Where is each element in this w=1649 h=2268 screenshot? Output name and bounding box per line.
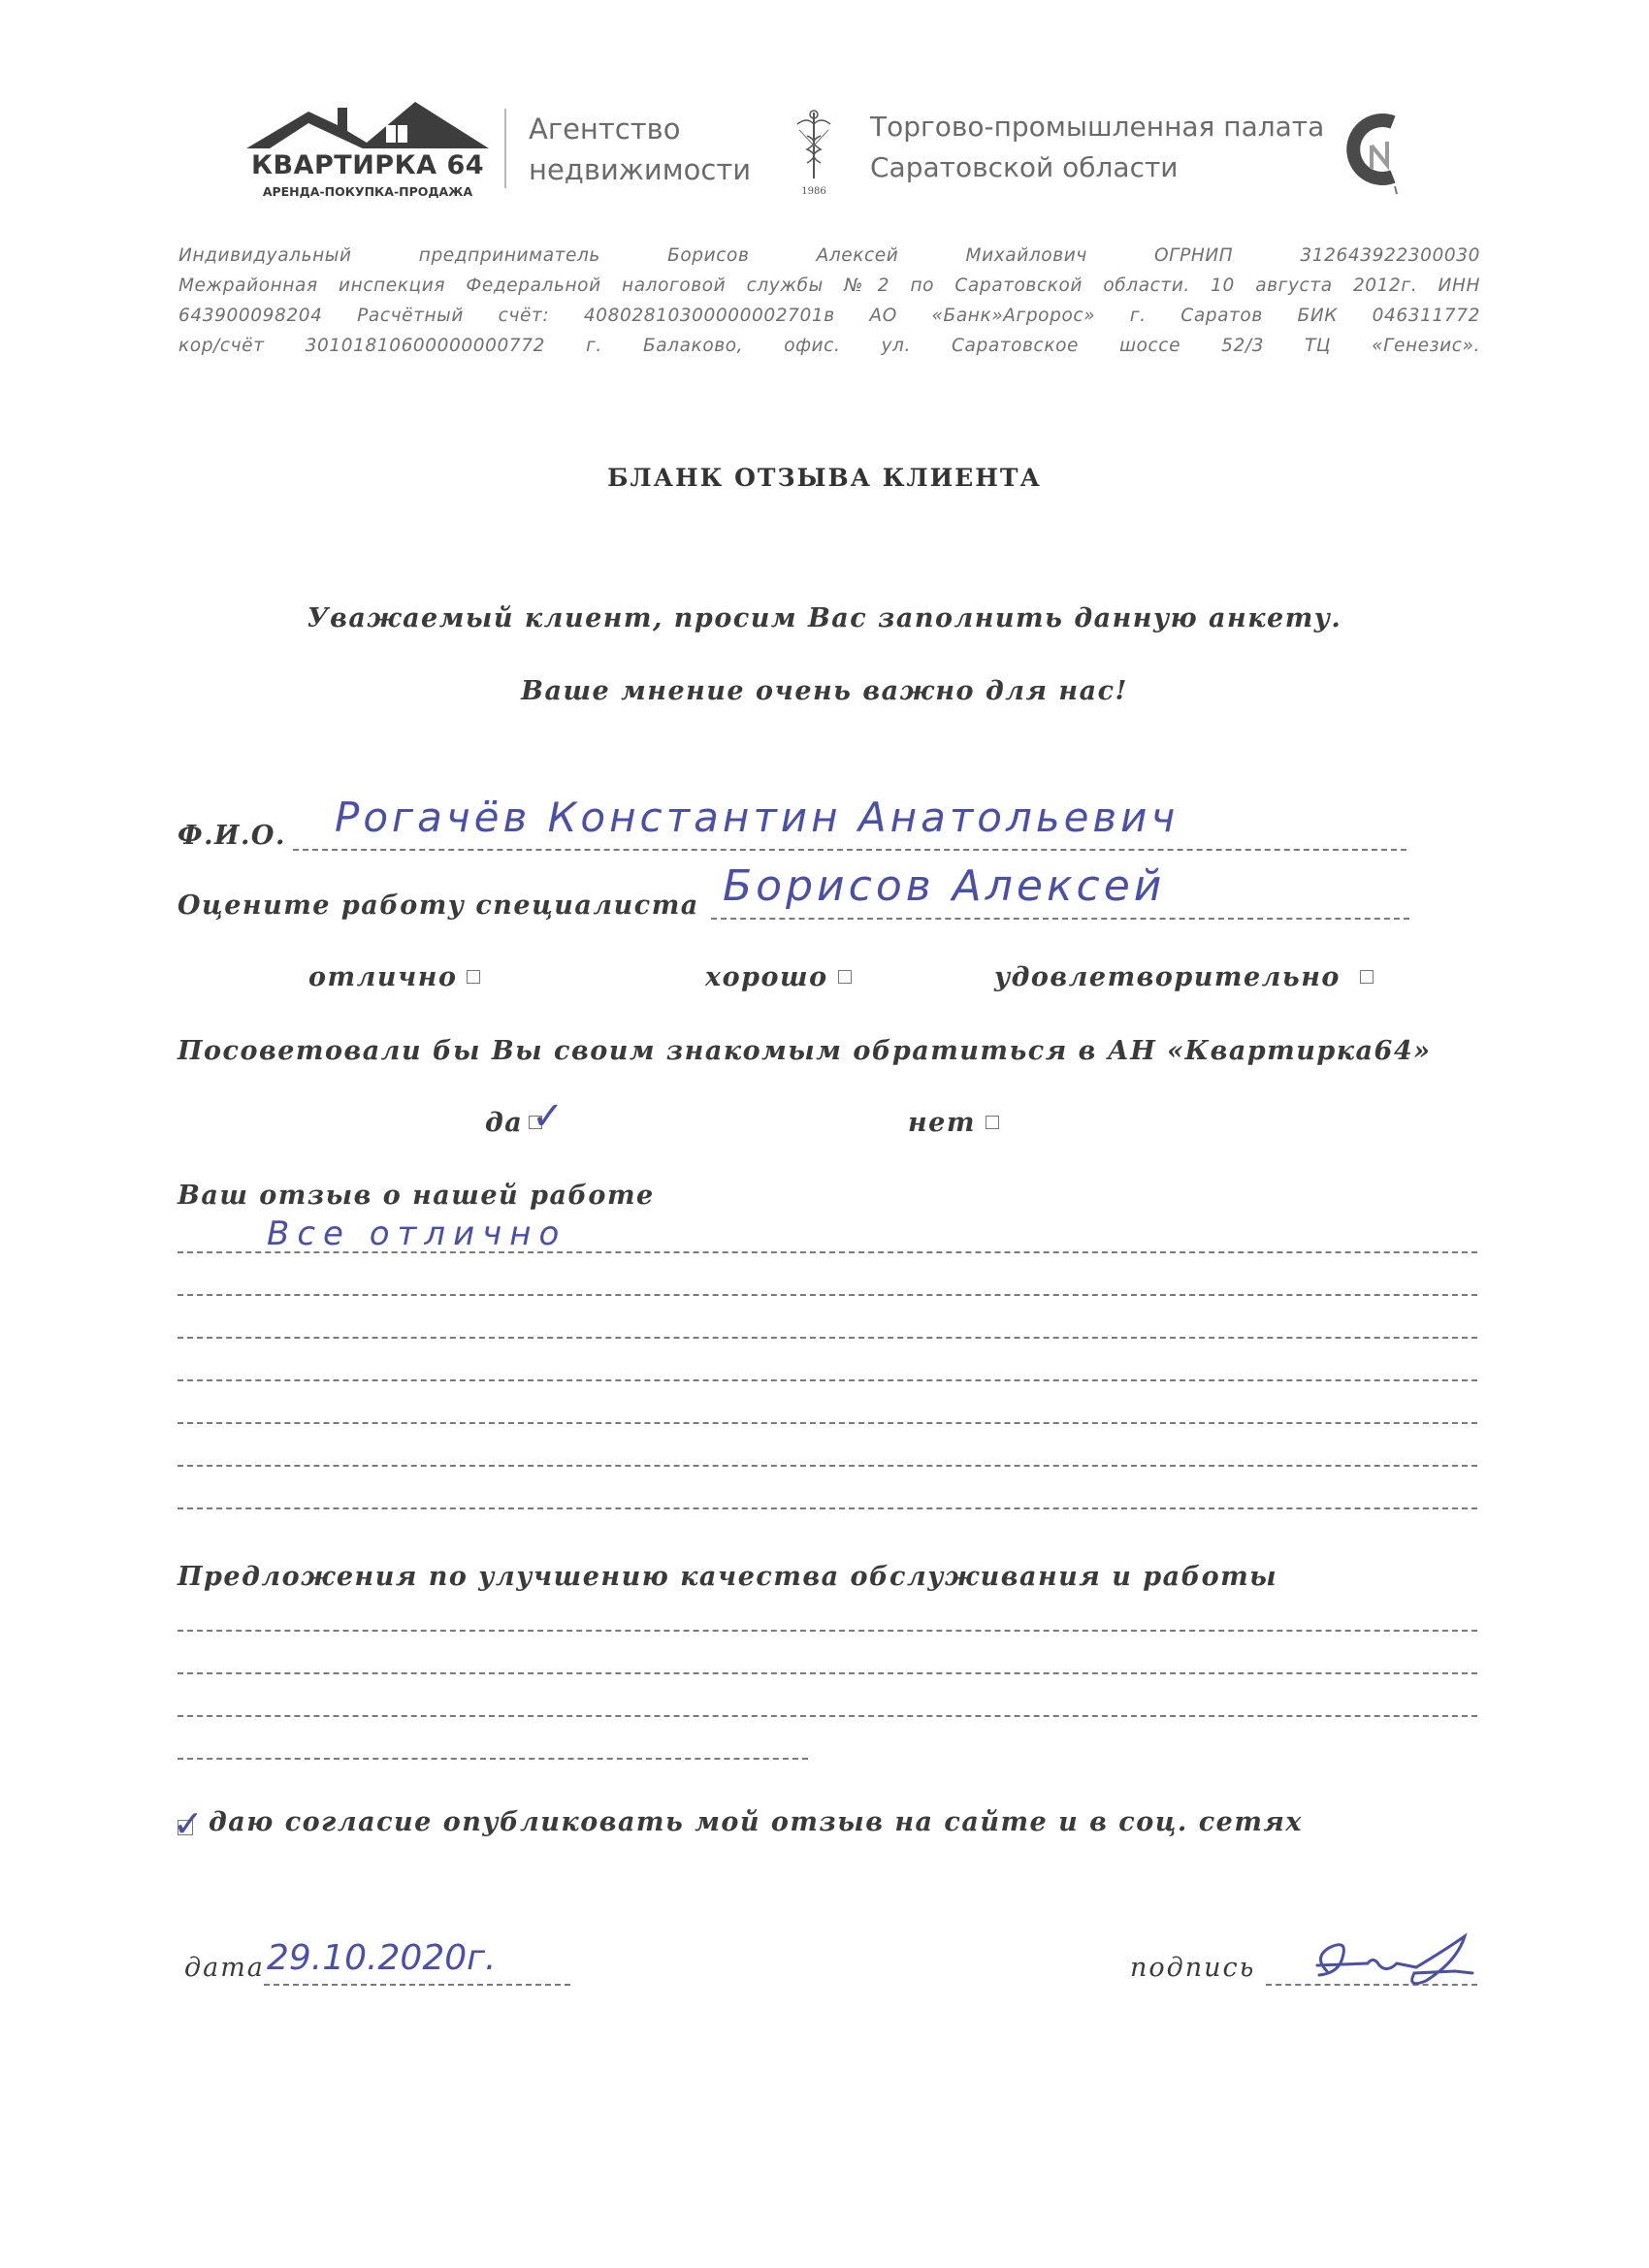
chamber-of-commerce-logo-icon [1339,109,1408,196]
recommend-no-label: нет [908,1108,976,1138]
review-line [178,1422,1477,1424]
rating-satisfactory-label: удовлетворительно [994,962,1341,992]
emblem-year: 1986 [801,186,826,197]
recommend-yes-label: да [485,1108,524,1138]
date-line [264,1984,570,1986]
intro-line-2: Ваше мнение очень важно для нас! [521,676,1128,706]
consent-check-icon: ✓ [173,1802,204,1845]
rating-satisfactory-checkbox[interactable] [1360,970,1374,984]
review-line [178,1379,1477,1381]
review-field[interactable]: Все отлично [267,1215,567,1253]
rating-good[interactable] [705,962,852,992]
legal-line: 643900098204 Расчётный счёт: 40802810300000002701в АО «Банк»Агророс» г. Саратов БИК 046311772 [178,306,1480,326]
recommend-no[interactable] [908,1108,999,1138]
review-line [178,1337,1477,1339]
chamber-title [870,107,1324,188]
review-line [178,1507,1477,1509]
intro-line-1: Уважаемый клиент, просим Вас заполнить данную анкету. [307,603,1342,633]
agency-line-2: недвижимости [529,153,752,186]
legal-line: Межрайонная инспекция Федеральной налоговой службы №2 по Саратовской области. 10 августа 2012г. ИНН [178,275,1480,296]
recommend-no-checkbox[interactable] [986,1116,999,1129]
agency-logo [241,92,495,207]
signature-label: подпись [1130,1953,1256,1983]
legal-line: кор/счёт 30101810600000000772 г. Балаково, офис. ул. Саратовское шоссе 52/3 ТЦ «Генезис». [178,336,1480,356]
rating-satisfactory[interactable] [994,962,1374,992]
agency-line-1: Агентство [529,113,681,146]
specialist-field[interactable]: Борисов Алексей [723,861,1166,911]
mercury-staff-icon [790,107,838,184]
review-label: Ваш отзыв о нашей работе [178,1181,655,1211]
recommend-yes-check-icon: ✓ [532,1094,565,1139]
suggestions-line [178,1715,1477,1717]
fio-line [293,849,1406,851]
chamber-emblem [790,107,838,202]
specialist-line [711,918,1409,920]
rating-excellent-label: отлично [308,962,458,992]
review-line [178,1251,1477,1253]
review-line [178,1465,1477,1467]
review-line [178,1294,1477,1296]
house-roof-icon [241,92,495,152]
date-label: дата [184,1953,265,1983]
logo-tagline: АРЕНДА-ПОКУПКА-ПРОДАЖА [262,184,473,199]
suggestions-line [178,1672,1477,1674]
suggestions-line [178,1630,1477,1632]
rating-good-label: хорошо [705,962,828,992]
form-title: БЛАНК ОТЗЫВА КЛИЕНТА [607,464,1042,492]
legal-requisites [178,241,1480,361]
signature-image[interactable] [1300,1928,1494,1996]
logo-name: КВАРТИРКА 64 [250,150,485,180]
chamber-line-2: Саратовской области [870,151,1179,183]
consent-label: даю согласие опубликовать мой отзыв на сайте и в соц. сетях [209,1807,1303,1837]
rating-excellent-checkbox[interactable] [467,970,480,984]
recommend-question: Посоветовали бы Вы своим знакомым обратиться в АН «Квартирка64» [178,1036,1432,1066]
date-field[interactable]: 29.10.2020г. [267,1938,497,1978]
fio-field[interactable]: Рогачёв Константин Анатольевич [335,794,1180,841]
legal-line: Индивидуальный предприниматель Борисов Алексей Михайлович ОГРНИП 312643922300030 [178,245,1480,266]
fio-label: Ф.И.О. [178,821,286,851]
suggestions-line [178,1758,808,1760]
header-divider [504,109,506,188]
specialist-label: Оцените работу специалиста [178,891,699,921]
rating-good-checkbox[interactable] [838,970,852,984]
suggestions-label: Предложения по улучшению качества обслуживания и работы [178,1562,1278,1592]
agency-title [529,109,751,190]
chamber-line-1: Торгово-промышленная палата [870,111,1325,143]
rating-excellent[interactable] [308,962,480,992]
